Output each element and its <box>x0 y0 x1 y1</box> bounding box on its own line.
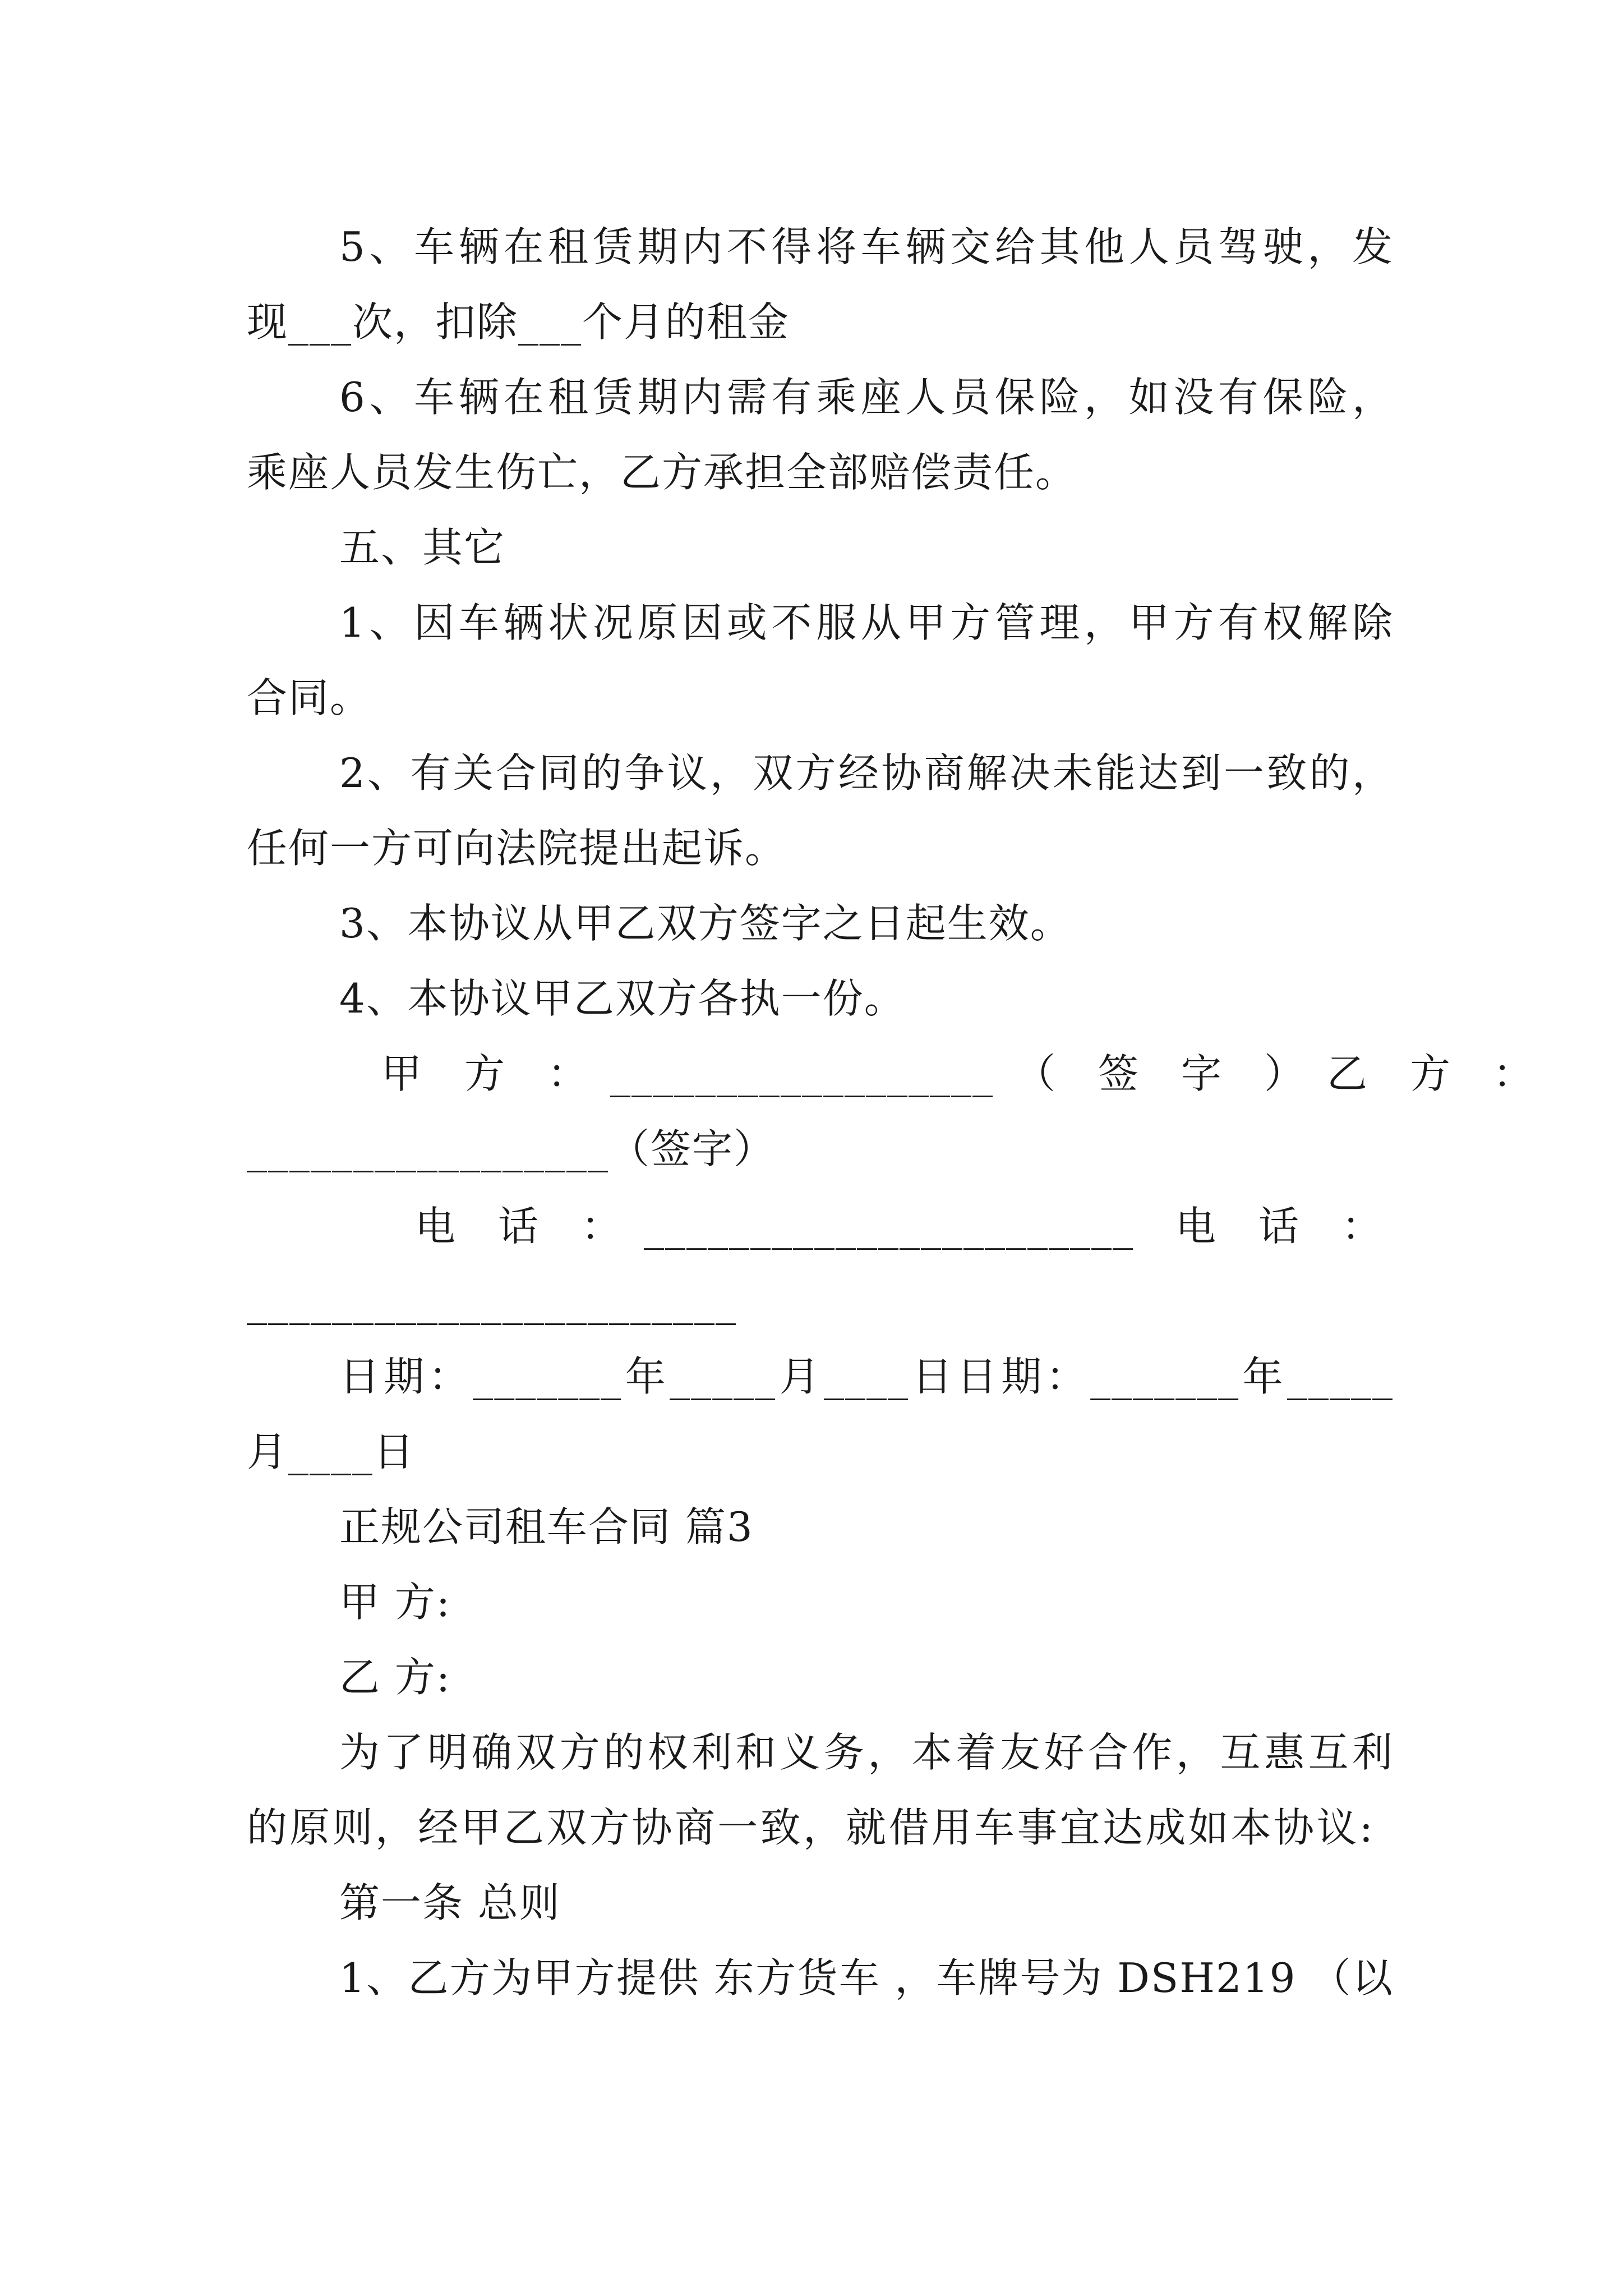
paragraph-line: 乘座人员发生伤亡，乙方承担全部赔偿责任。 <box>247 449 1077 496</box>
phone-line-continued: _______________________ <box>247 1278 737 1325</box>
article-heading: 第一条 总则 <box>339 1879 561 1926</box>
paragraph-line: 6、车辆在租赁期内需有乘座人员保险，如没有保险， <box>339 374 1394 421</box>
signature-line-party-a: 甲 方 ： __________________ （ 签 字 ） 乙 方 ： <box>381 1050 1535 1097</box>
phone-line: 电 话 ： _______________________ 电 话 ： <box>415 1203 1384 1250</box>
paragraph-line: 5、车辆在租赁期内不得将车辆交给其他人员驾驶，发 <box>339 223 1394 270</box>
paragraph-line: 合同。 <box>247 674 372 721</box>
paragraph-line: 为了明确双方的权利和义务，本着友好合作，互惠互利 <box>339 1729 1394 1776</box>
party-b-label: 乙 方: <box>339 1654 451 1701</box>
date-line-continued: 月____日 <box>247 1428 416 1475</box>
paragraph-line: 的原则，经甲乙双方协商一致，就借用车事宜达成如本协议: <box>247 1804 1374 1851</box>
signature-line-party-b: _________________（签字） <box>247 1125 776 1172</box>
party-a-label: 甲 方: <box>339 1579 451 1626</box>
date-line: 日期：_______年_____月____日日期：_______年_____ <box>339 1353 1394 1400</box>
paragraph-line: 1、因车辆状况原因或不服从甲方管理，甲方有权解除 <box>339 599 1394 646</box>
paragraph-line: 1、乙方为甲方提供 东方货车 ，车牌号为 DSH219 （以 <box>339 1954 1394 2001</box>
paragraph-line: 3、本协议从甲乙双方签字之日起生效。 <box>339 900 1072 947</box>
contract-title: 正规公司租车合同 篇3 <box>339 1503 754 1550</box>
paragraph-line: 现___次，扣除___个月的租金 <box>247 298 790 346</box>
paragraph-line: 2、有关合同的争议，双方经协商解决未能达到一致的， <box>339 749 1394 797</box>
paragraph-line: 任何一方可向法院提出起诉。 <box>247 825 787 872</box>
paragraph-line: 4、本协议甲乙双方各执一份。 <box>339 975 906 1022</box>
section-heading: 五、其它 <box>339 524 506 571</box>
